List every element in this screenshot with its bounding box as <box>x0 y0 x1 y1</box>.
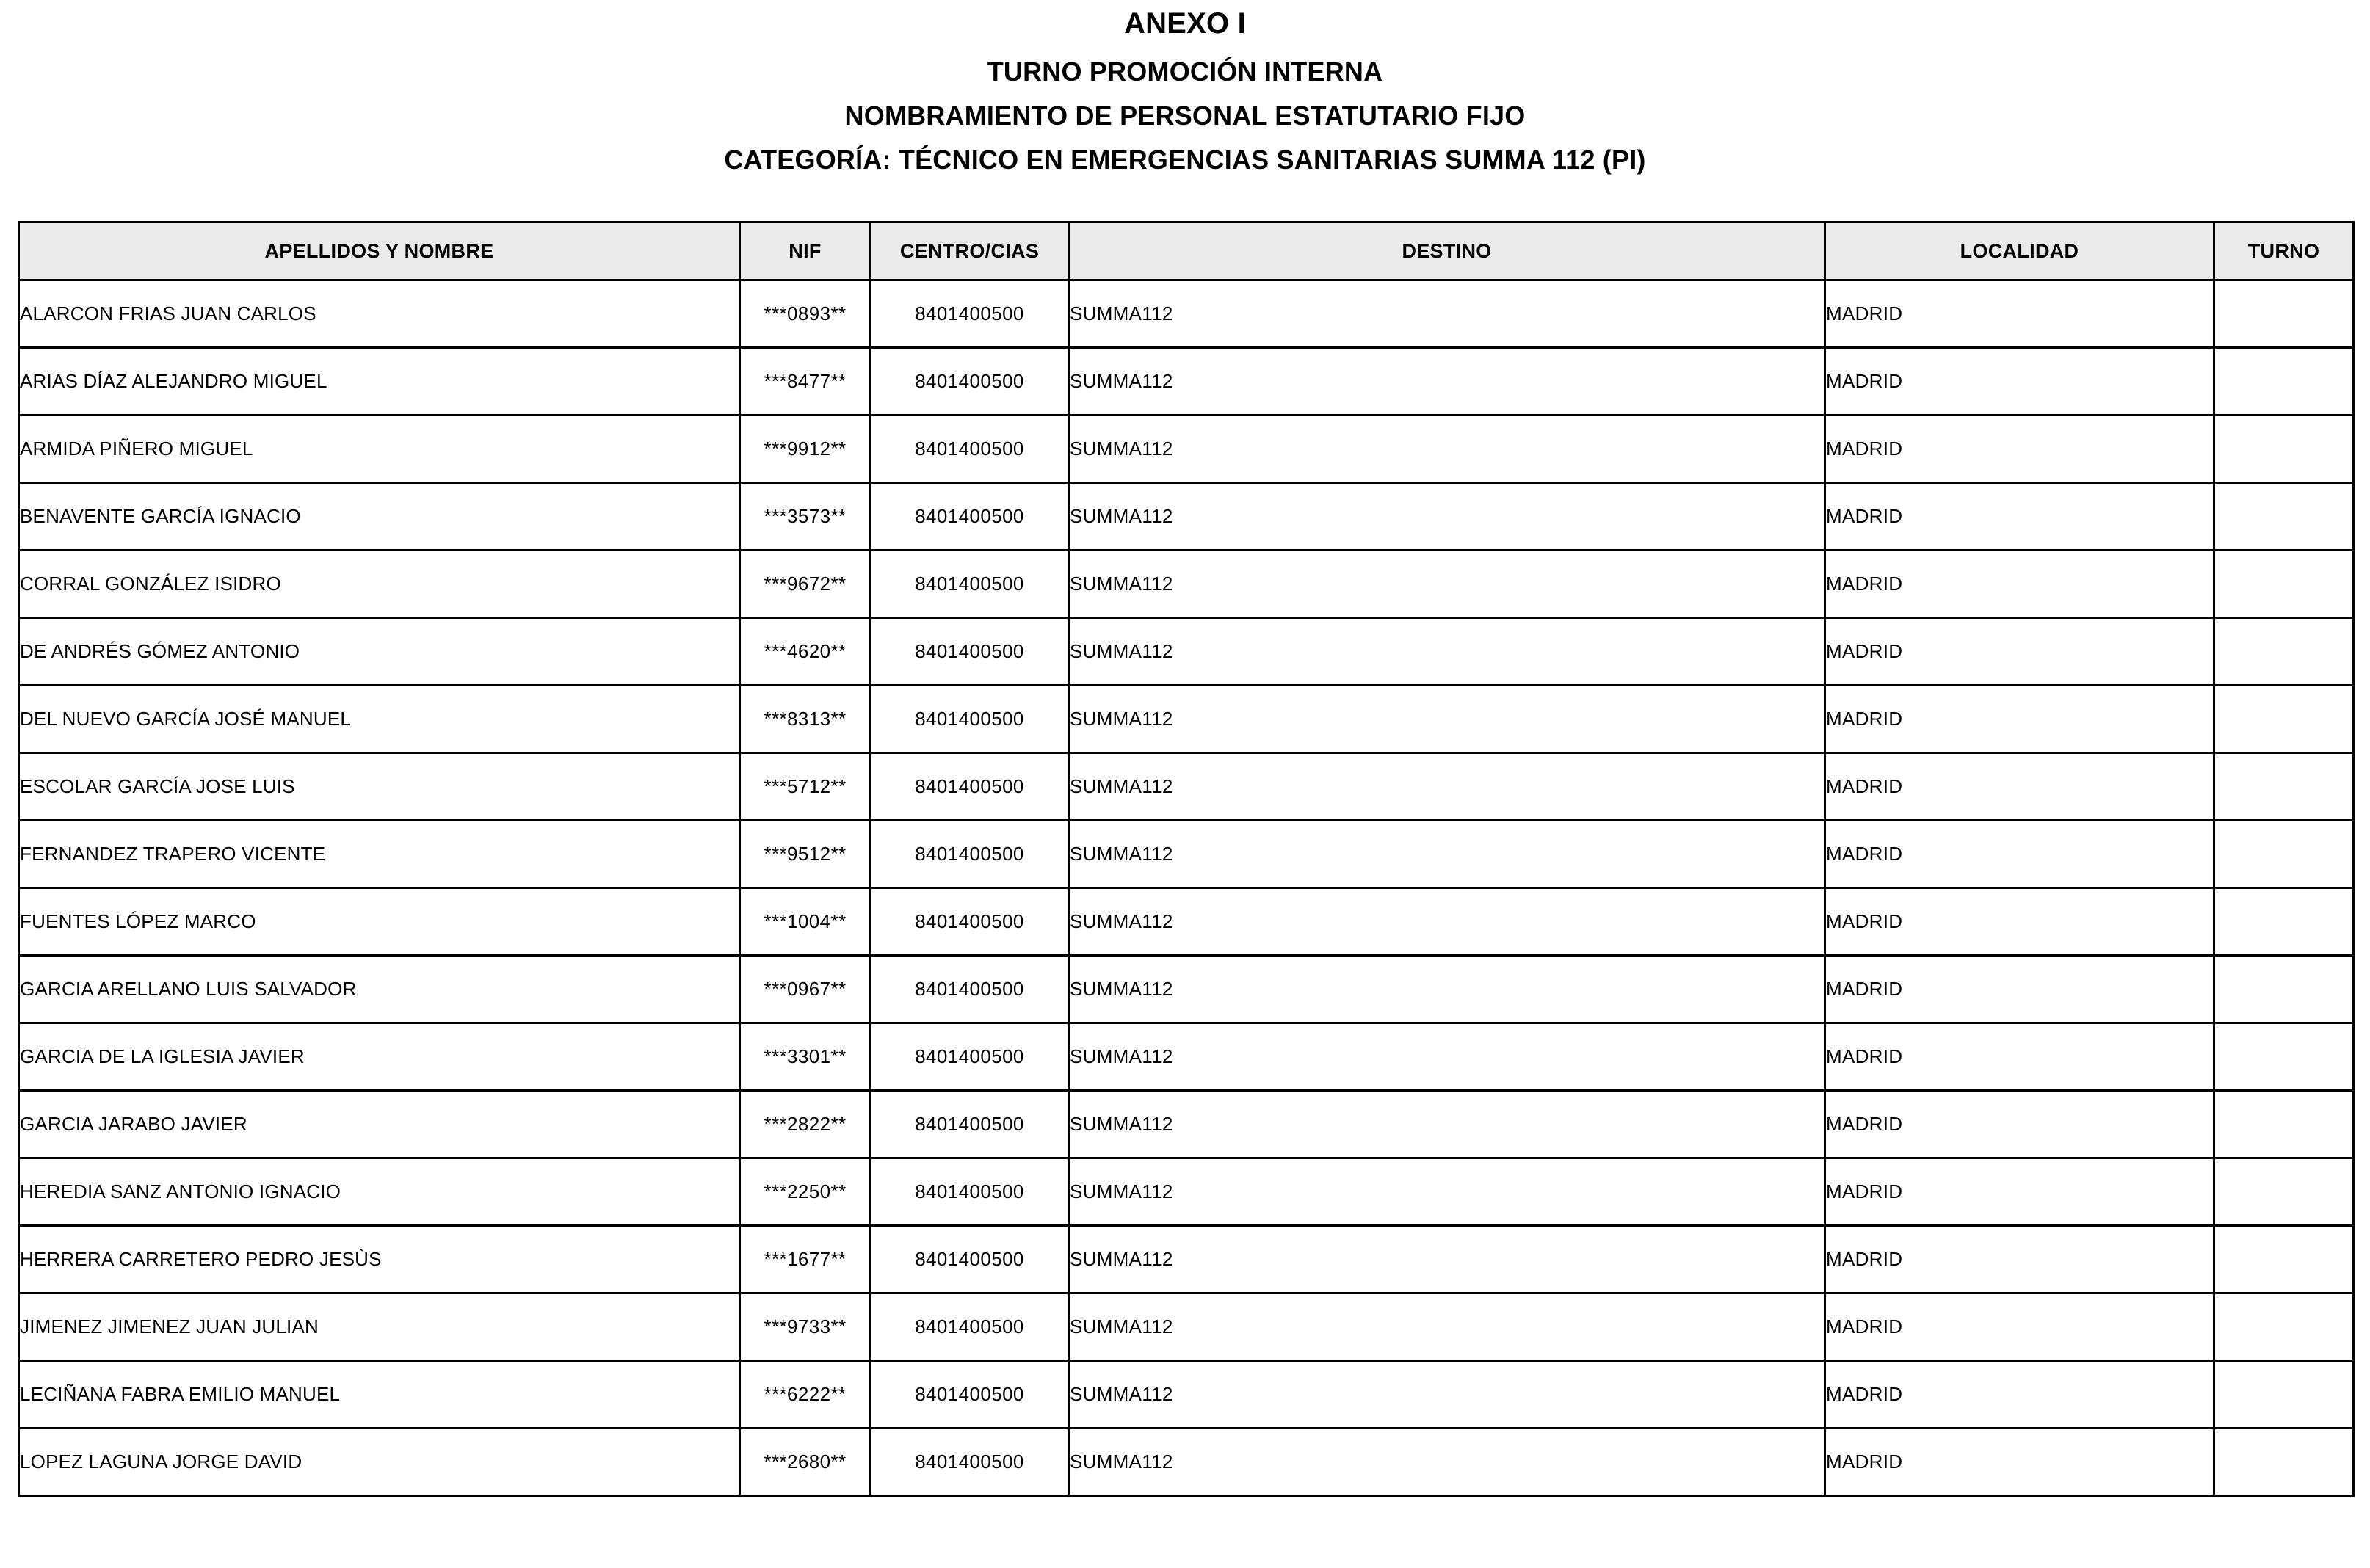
cell-turno <box>2214 1361 2354 1429</box>
cell-destino: SUMMA112 <box>1069 753 1825 821</box>
cell-apellidos-nombre: ARIAS DÍAZ ALEJANDRO MIGUEL <box>19 348 740 415</box>
table-row <box>19 280 2354 348</box>
cell-turno <box>2214 415 2354 483</box>
cell-apellidos-nombre: ARMIDA PIÑERO MIGUEL <box>19 415 740 483</box>
cell-apellidos-nombre: FUENTES LÓPEZ MARCO <box>19 888 740 956</box>
cell-nif: ***2822** <box>740 1091 871 1158</box>
cell-nif: ***0893** <box>740 280 871 348</box>
cell-destino: SUMMA112 <box>1069 821 1825 888</box>
cell-nif: ***1677** <box>740 1226 871 1293</box>
table-row <box>19 686 2354 753</box>
cell-centro-cias: 8401400500 <box>871 753 1069 821</box>
cell-localidad: MADRID <box>1825 956 2214 1023</box>
table-row <box>19 888 2354 956</box>
cell-turno <box>2214 686 2354 753</box>
table-row <box>19 551 2354 618</box>
cell-localidad: MADRID <box>1825 1158 2214 1226</box>
cell-destino: SUMMA112 <box>1069 686 1825 753</box>
cell-localidad: MADRID <box>1825 483 2214 551</box>
table-row <box>19 483 2354 551</box>
cell-centro-cias: 8401400500 <box>871 1429 1069 1496</box>
cell-nif: ***5712** <box>740 753 871 821</box>
cell-localidad: MADRID <box>1825 551 2214 618</box>
cell-apellidos-nombre: JIMENEZ JIMENEZ JUAN JULIAN <box>19 1293 740 1361</box>
cell-destino: SUMMA112 <box>1069 1158 1825 1226</box>
cell-localidad: MADRID <box>1825 686 2214 753</box>
cell-destino: SUMMA112 <box>1069 1091 1825 1158</box>
cell-turno <box>2214 1429 2354 1496</box>
cell-localidad: MADRID <box>1825 280 2214 348</box>
cell-nif: ***2680** <box>740 1429 871 1496</box>
cell-apellidos-nombre: HERRERA CARRETERO PEDRO JESÙS <box>19 1226 740 1293</box>
cell-turno <box>2214 821 2354 888</box>
cell-nif: ***1004** <box>740 888 871 956</box>
table-row <box>19 348 2354 415</box>
cell-destino: SUMMA112 <box>1069 1226 1825 1293</box>
cell-centro-cias: 8401400500 <box>871 1226 1069 1293</box>
cell-centro-cias: 8401400500 <box>871 1091 1069 1158</box>
cell-nif: ***8313** <box>740 686 871 753</box>
cell-localidad: MADRID <box>1825 618 2214 686</box>
cell-destino: SUMMA112 <box>1069 956 1825 1023</box>
cell-localidad: MADRID <box>1825 1091 2214 1158</box>
table-row <box>19 753 2354 821</box>
cell-apellidos-nombre: FERNANDEZ TRAPERO VICENTE <box>19 821 740 888</box>
table-row <box>19 618 2354 686</box>
cell-apellidos-nombre: LECIÑANA FABRA EMILIO MANUEL <box>19 1361 740 1429</box>
cell-apellidos-nombre: BENAVENTE GARCÍA IGNACIO <box>19 483 740 551</box>
cell-centro-cias: 8401400500 <box>871 1158 1069 1226</box>
cell-apellidos-nombre: ALARCON FRIAS JUAN CARLOS <box>19 280 740 348</box>
table-row <box>19 1429 2354 1496</box>
table-row <box>19 956 2354 1023</box>
cell-apellidos-nombre: LOPEZ LAGUNA JORGE DAVID <box>19 1429 740 1496</box>
cell-centro-cias: 8401400500 <box>871 483 1069 551</box>
cell-centro-cias: 8401400500 <box>871 1023 1069 1091</box>
cell-localidad: MADRID <box>1825 821 2214 888</box>
cell-turno <box>2214 618 2354 686</box>
cell-destino: SUMMA112 <box>1069 888 1825 956</box>
cell-apellidos-nombre: GARCIA DE LA IGLESIA JAVIER <box>19 1023 740 1091</box>
column-header-turno: TURNO <box>2214 222 2354 280</box>
table-row <box>19 821 2354 888</box>
cell-destino: SUMMA112 <box>1069 1293 1825 1361</box>
cell-apellidos-nombre: HEREDIA SANZ ANTONIO IGNACIO <box>19 1158 740 1226</box>
cell-destino: SUMMA112 <box>1069 348 1825 415</box>
cell-destino: SUMMA112 <box>1069 415 1825 483</box>
cell-nif: ***9733** <box>740 1293 871 1361</box>
cell-destino: SUMMA112 <box>1069 1023 1825 1091</box>
table-header <box>19 222 2354 280</box>
cell-turno <box>2214 1226 2354 1293</box>
appointments-table <box>18 221 2355 1497</box>
cell-nif: ***8477** <box>740 348 871 415</box>
table-row <box>19 1226 2354 1293</box>
cell-centro-cias: 8401400500 <box>871 686 1069 753</box>
column-header-centro: CENTRO/CIAS <box>871 222 1069 280</box>
column-header-localidad: LOCALIDAD <box>1825 222 2214 280</box>
cell-apellidos-nombre: DE ANDRÉS GÓMEZ ANTONIO <box>19 618 740 686</box>
cell-nif: ***6222** <box>740 1361 871 1429</box>
cell-centro-cias: 8401400500 <box>871 821 1069 888</box>
cell-nif: ***3301** <box>740 1023 871 1091</box>
subtitle-nombramiento: NOMBRAMIENTO DE PERSONAL ESTATUTARIO FIJO <box>844 101 1526 131</box>
cell-turno <box>2214 348 2354 415</box>
cell-nif: ***9912** <box>740 415 871 483</box>
subtitle-turno: TURNO PROMOCIÓN INTERNA <box>987 57 1383 87</box>
column-header-nif: NIF <box>740 222 871 280</box>
cell-turno <box>2214 551 2354 618</box>
cell-centro-cias: 8401400500 <box>871 415 1069 483</box>
table-row <box>19 1361 2354 1429</box>
cell-turno <box>2214 888 2354 956</box>
cell-nif: ***9672** <box>740 551 871 618</box>
cell-localidad: MADRID <box>1825 753 2214 821</box>
page-title: ANEXO I <box>1124 7 1246 40</box>
cell-apellidos-nombre: GARCIA JARABO JAVIER <box>19 1091 740 1158</box>
cell-localidad: MADRID <box>1825 415 2214 483</box>
cell-turno <box>2214 956 2354 1023</box>
cell-destino: SUMMA112 <box>1069 483 1825 551</box>
cell-localidad: MADRID <box>1825 1293 2214 1361</box>
cell-destino: SUMMA112 <box>1069 1361 1825 1429</box>
table-row <box>19 1293 2354 1361</box>
cell-nif: ***9512** <box>740 821 871 888</box>
cell-destino: SUMMA112 <box>1069 280 1825 348</box>
cell-destino: SUMMA112 <box>1069 618 1825 686</box>
cell-localidad: MADRID <box>1825 1023 2214 1091</box>
cell-localidad: MADRID <box>1825 1429 2214 1496</box>
cell-centro-cias: 8401400500 <box>871 1361 1069 1429</box>
cell-turno <box>2214 1293 2354 1361</box>
cell-turno <box>2214 1158 2354 1226</box>
cell-localidad: MADRID <box>1825 1226 2214 1293</box>
cell-centro-cias: 8401400500 <box>871 280 1069 348</box>
column-header-name: APELLIDOS Y NOMBRE <box>19 222 740 280</box>
cell-nif: ***0967** <box>740 956 871 1023</box>
cell-nif: ***3573** <box>740 483 871 551</box>
cell-turno <box>2214 483 2354 551</box>
cell-centro-cias: 8401400500 <box>871 956 1069 1023</box>
cell-nif: ***4620** <box>740 618 871 686</box>
table-body <box>19 280 2354 1496</box>
cell-nif: ***2250** <box>740 1158 871 1226</box>
cell-centro-cias: 8401400500 <box>871 888 1069 956</box>
table-row <box>19 415 2354 483</box>
cell-apellidos-nombre: GARCIA ARELLANO LUIS SALVADOR <box>19 956 740 1023</box>
cell-apellidos-nombre: CORRAL GONZÁLEZ ISIDRO <box>19 551 740 618</box>
column-header-destino: DESTINO <box>1069 222 1825 280</box>
cell-centro-cias: 8401400500 <box>871 1293 1069 1361</box>
cell-turno <box>2214 280 2354 348</box>
cell-turno <box>2214 1023 2354 1091</box>
cell-centro-cias: 8401400500 <box>871 348 1069 415</box>
table-row <box>19 1158 2354 1226</box>
cell-localidad: MADRID <box>1825 1361 2214 1429</box>
subtitle-categoria: CATEGORÍA: TÉCNICO EN EMERGENCIAS SANITARIAS SUMMA 112 (PI) <box>724 145 1646 175</box>
cell-centro-cias: 8401400500 <box>871 551 1069 618</box>
table-row <box>19 1023 2354 1091</box>
cell-destino: SUMMA112 <box>1069 551 1825 618</box>
cell-localidad: MADRID <box>1825 888 2214 956</box>
cell-destino: SUMMA112 <box>1069 1429 1825 1496</box>
table-row <box>19 1091 2354 1158</box>
cell-turno <box>2214 753 2354 821</box>
cell-apellidos-nombre: ESCOLAR GARCÍA JOSE LUIS <box>19 753 740 821</box>
cell-turno <box>2214 1091 2354 1158</box>
cell-centro-cias: 8401400500 <box>871 618 1069 686</box>
cell-apellidos-nombre: DEL NUEVO GARCÍA JOSÉ MANUEL <box>19 686 740 753</box>
cell-localidad: MADRID <box>1825 348 2214 415</box>
table-header-row <box>19 222 2354 280</box>
document-page <box>0 7 2370 1497</box>
